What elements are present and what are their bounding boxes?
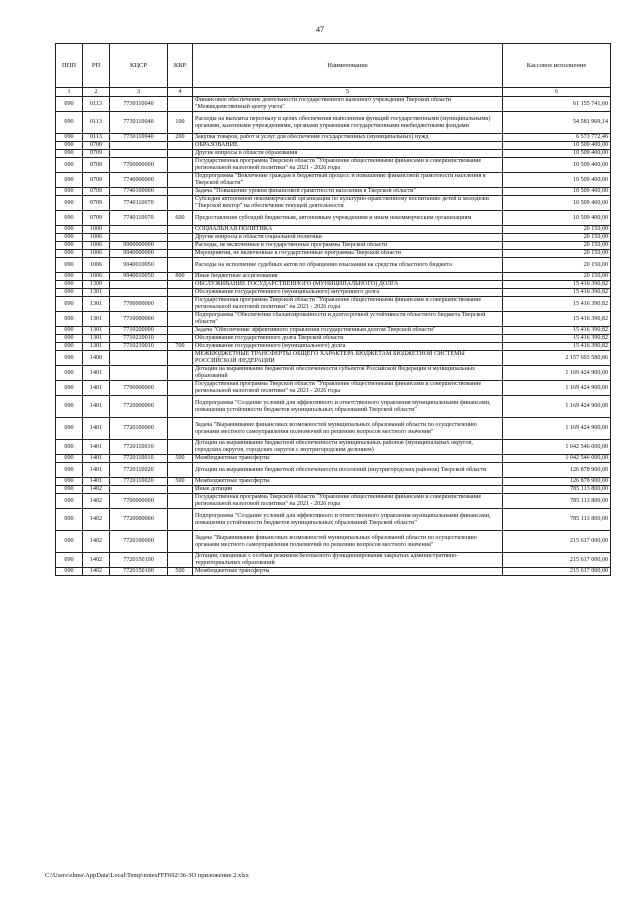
table-row (56, 134, 611, 142)
cell-ppp: 090 (56, 327, 83, 335)
cell-kvr (168, 396, 193, 418)
cell-kvr: 700 (168, 343, 193, 351)
col-number: 5 (193, 88, 503, 97)
table-row (56, 250, 611, 258)
cell-kcsr: 7700000000 (110, 494, 168, 509)
cell-rp: 1401 (83, 478, 110, 486)
cell-amount: 15 416 390,82 (503, 289, 611, 297)
cell-name: Закупка товаров, работ и услуг для обеспечения государственных (муниципальных) нужд (193, 134, 503, 142)
cell-amount: 126 878 900,00 (503, 478, 611, 486)
cell-amount: 215 617 000,00 (503, 553, 611, 568)
table-row (56, 343, 611, 351)
cell-name: Дотации на выравнивание бюджетной обеспеченности субъектов Российской Федерации и муниципальных образований (193, 366, 503, 381)
cell-name: Государственная программа Тверской области "Управление общественными финансами и совершенствование региональной налоговой политики" на 2021 - 2026 годы (193, 494, 503, 509)
cell-rp: 1401 (83, 418, 110, 440)
cell-name: Подпрограмма "Создание условий для эффективного и ответственного управления муниципальными финансами, повышения устойчивости бюджетов муниципальных образований Тверской области" (193, 509, 503, 531)
cell-kvr (168, 150, 193, 158)
col-number: 2 (83, 88, 110, 97)
cell-kvr (168, 381, 193, 396)
cell-name: Мероприятия, не включенные в государственные программы Тверской области (193, 250, 503, 258)
cell-kvr: 500 (168, 478, 193, 486)
cell-rp: 0709 (83, 196, 110, 211)
cell-kcsr: 9940010050 (110, 258, 168, 273)
cell-name: Подпрограмма "Обеспечение сбалансированности и долгосрочной устойчивости областного бюджета Тверской области" (193, 312, 503, 327)
cell-name: Межбюджетные трансферты (193, 568, 503, 576)
cell-kvr (168, 366, 193, 381)
cell-rp: 1000 (83, 226, 110, 234)
cell-rp: 1006 (83, 234, 110, 242)
cell-rp: 1006 (83, 258, 110, 273)
cell-kvr (168, 486, 193, 494)
cell-amount: 215 617 000,00 (503, 568, 611, 576)
cell-kcsr: 7730110040 (110, 97, 168, 112)
cell-ppp: 090 (56, 211, 83, 226)
cell-name: Подпрограмма "Создание условий для эффективного и ответственного управления муниципальными финансами, повышения устойчивости бюджетов муниципальных образований Тверской области" (193, 396, 503, 418)
cell-rp: 1400 (83, 351, 110, 366)
cell-rp: 1401 (83, 455, 110, 463)
cell-amount: 10 509 400,00 (503, 211, 611, 226)
cell-rp: 0709 (83, 158, 110, 173)
cell-name: ОБРАЗОВАНИЕ (193, 142, 503, 150)
cell-kcsr: 7740100000 (110, 188, 168, 196)
header-ppp: ППП (56, 44, 83, 88)
cell-kcsr: 7720000000 (110, 396, 168, 418)
cell-kvr: 100 (168, 112, 193, 134)
cell-rp: 1006 (83, 250, 110, 258)
cell-rp: 1401 (83, 366, 110, 381)
cell-amount: 785 113 800,00 (503, 486, 611, 494)
cell-name: ОБСЛУЖИВАНИЕ ГОСУДАРСТВЕННОГО (МУНИЦИПАЛЬНОГО) ДОЛГА (193, 281, 503, 289)
table-row (56, 112, 611, 134)
cell-rp: 1402 (83, 568, 110, 576)
cell-rp: 1006 (83, 242, 110, 250)
cell-amount: 20 150,00 (503, 250, 611, 258)
table-row (56, 418, 611, 440)
cell-amount: 6 573 772,46 (503, 134, 611, 142)
cell-rp: 1402 (83, 486, 110, 494)
table-row (56, 351, 611, 366)
cell-name: Подпрограмма "Вовлечение граждан в бюджетный процесс и повышение финансовой грамотности населения в Тверской области" (193, 173, 503, 188)
cell-kcsr (110, 351, 168, 366)
cell-ppp: 090 (56, 351, 83, 366)
cell-kvr (168, 234, 193, 242)
table-row (56, 494, 611, 509)
table-row (56, 258, 611, 273)
cell-ppp: 090 (56, 568, 83, 576)
cell-ppp: 090 (56, 463, 83, 478)
cell-ppp: 090 (56, 509, 83, 531)
cell-amount: 1 042 546 000,00 (503, 440, 611, 455)
cell-rp: 1401 (83, 381, 110, 396)
cell-rp: 1300 (83, 281, 110, 289)
table-row (56, 289, 611, 297)
cell-kvr (168, 173, 193, 188)
cell-ppp: 090 (56, 158, 83, 173)
table-row (56, 455, 611, 463)
cell-kcsr (110, 226, 168, 234)
cell-kvr: 600 (168, 211, 193, 226)
cell-name: Задача "Выравнивание финансовых возможностей муниципальных образований области по осуществлению органами местного самоуправления полномочий по решению вопросов местного значения" (193, 531, 503, 553)
cell-kcsr: 9940000000 (110, 250, 168, 258)
cell-rp: 1401 (83, 463, 110, 478)
table-row (56, 568, 611, 576)
cell-rp: 1301 (83, 312, 110, 327)
cell-ppp: 090 (56, 486, 83, 494)
table-row (56, 242, 611, 250)
cell-rp: 0113 (83, 112, 110, 134)
cell-name: Государственная программа Тверской области "Управление общественными финансами и совершенствование региональной налоговой политики" на 2021 - 2026 годы (193, 158, 503, 173)
cell-amount: 61 155 741,60 (503, 97, 611, 112)
cell-kcsr: 7720110010 (110, 440, 168, 455)
cell-amount: 10 509 400,00 (503, 173, 611, 188)
header-kcsr: КЦСР (110, 44, 168, 88)
cell-kvr (168, 531, 193, 553)
cell-ppp: 090 (56, 281, 83, 289)
cell-rp: 1301 (83, 297, 110, 312)
cell-amount: 10 509 400,00 (503, 188, 611, 196)
cell-kvr (168, 142, 193, 150)
cell-kvr (168, 97, 193, 112)
page-number: 47 (316, 25, 324, 34)
cell-ppp: 090 (56, 455, 83, 463)
cell-kcsr (110, 289, 168, 297)
table-row (56, 273, 611, 281)
cell-kcsr (110, 281, 168, 289)
cell-ppp: 090 (56, 335, 83, 343)
cell-kvr (168, 258, 193, 273)
cell-ppp: 090 (56, 188, 83, 196)
cell-name: МЕЖБЮДЖЕТНЫЕ ТРАНСФЕРТЫ ОБЩЕГО ХАРАКТЕРА БЮДЖЕТАМ БЮДЖЕТНОЙ СИСТЕМЫ РОССИЙСКОЙ ФЕДЕРАЦИИ (193, 351, 503, 366)
cell-rp: 1301 (83, 335, 110, 343)
table-body (56, 97, 611, 576)
cell-name: Задача "Выравнивание финансовых возможностей муниципальных образований области по осуществлению органами местного самоуправления полномочий по решению вопросов местного значения" (193, 418, 503, 440)
cell-kcsr: 7740110070 (110, 196, 168, 211)
cell-ppp: 090 (56, 250, 83, 258)
cell-kcsr: 7720110010 (110, 455, 168, 463)
cell-rp: 1401 (83, 396, 110, 418)
cell-amount: 2 157 693 580,86 (503, 351, 611, 366)
table-row (56, 553, 611, 568)
cell-name: Расходы на исполнение судебных актов по обращению взыскания на средства областного бюджета (193, 258, 503, 273)
cell-name: Дотации на выравнивание бюджетной обеспеченности муниципальных районов (муниципальных округов, городских округов, городских округов с внутригородским делением) (193, 440, 503, 455)
table-header-row (56, 44, 611, 88)
cell-name: Государственная программа Тверской области "Управление общественными финансами и совершенствование региональной налоговой политики" на 2021 - 2026 годы (193, 381, 503, 396)
cell-amount: 10 509 400,00 (503, 196, 611, 211)
cell-name: Обслуживание государственного (муниципального) внутреннего долга (193, 289, 503, 297)
cell-ppp: 090 (56, 258, 83, 273)
cell-amount: 1 169 424 900,00 (503, 366, 611, 381)
cell-kcsr: 7700000000 (110, 158, 168, 173)
cell-ppp: 090 (56, 494, 83, 509)
cell-rp: 1401 (83, 440, 110, 455)
cell-ppp: 090 (56, 418, 83, 440)
cell-kcsr (110, 234, 168, 242)
cell-kcsr: 7720000000 (110, 509, 168, 531)
cell-name: Дотация, связанные с особым режимом безопасного функционирования закрытых административно-территориальных образований (193, 553, 503, 568)
cell-kvr (168, 188, 193, 196)
cell-name: Дотации на выравнивание бюджетной обеспеченности поселений (внутригородских районов) Тверской области (193, 463, 503, 478)
table-row (56, 478, 611, 486)
cell-kvr (168, 312, 193, 327)
header-amount: Кассовое исполнение (503, 44, 611, 88)
cell-ppp: 090 (56, 366, 83, 381)
cell-rp: 0709 (83, 211, 110, 226)
table-row (56, 366, 611, 381)
table-row (56, 440, 611, 455)
cell-ppp: 090 (56, 112, 83, 134)
cell-name: Обслуживание государственного долга Тверской области (193, 335, 503, 343)
table-row (56, 211, 611, 226)
cell-amount: 20 150,00 (503, 226, 611, 234)
header-name: Наименование (193, 44, 503, 88)
table-row (56, 196, 611, 211)
table-row (56, 335, 611, 343)
cell-ppp: 090 (56, 297, 83, 312)
cell-amount: 15 416 390,82 (503, 343, 611, 351)
header-kvr: КВР (168, 44, 193, 88)
cell-ppp: 090 (56, 273, 83, 281)
cell-name: Задача "Обеспечение эффективного управления государственным долгом Тверской области" (193, 327, 503, 335)
cell-rp: 1402 (83, 509, 110, 531)
cell-ppp: 090 (56, 478, 83, 486)
cell-amount: 15 416 390,82 (503, 327, 611, 335)
cell-kcsr: 7720100000 (110, 418, 168, 440)
cell-kcsr: 7710200000 (110, 327, 168, 335)
cell-kcsr: 7720150100 (110, 553, 168, 568)
table-row (56, 173, 611, 188)
cell-kvr (168, 196, 193, 211)
cell-rp: 0709 (83, 173, 110, 188)
cell-kcsr: 7730110040 (110, 112, 168, 134)
cell-kvr (168, 297, 193, 312)
cell-ppp: 090 (56, 234, 83, 242)
column-number-row (56, 88, 611, 97)
cell-kvr (168, 281, 193, 289)
cell-name: Государственная программа Тверской области "Управление общественными финансами и совершенствование региональной налоговой политики" на 2021 - 2026 годы (193, 297, 503, 312)
table-row (56, 234, 611, 242)
cell-name: Расходы, не включенные в государственные программы Тверской области (193, 242, 503, 250)
table-row (56, 531, 611, 553)
cell-kvr (168, 250, 193, 258)
cell-ppp: 090 (56, 381, 83, 396)
cell-ppp: 090 (56, 531, 83, 553)
cell-amount: 15 416 390,82 (503, 297, 611, 312)
cell-rp: 1402 (83, 531, 110, 553)
cell-ppp: 090 (56, 150, 83, 158)
table-row (56, 226, 611, 234)
cell-amount: 15 416 390,82 (503, 312, 611, 327)
cell-name: Задача "Повышение уровня финансовой грамотности населения в Тверской области" (193, 188, 503, 196)
cell-amount: 126 878 900,00 (503, 463, 611, 478)
budget-execution-table (55, 43, 611, 576)
table-row (56, 509, 611, 531)
cell-ppp: 090 (56, 242, 83, 250)
cell-kvr (168, 242, 193, 250)
cell-kcsr: 7710210010 (110, 335, 168, 343)
cell-amount: 1 169 424 900,00 (503, 381, 611, 396)
cell-kvr: 500 (168, 455, 193, 463)
table-row (56, 158, 611, 173)
cell-amount: 1 169 424 900,00 (503, 418, 611, 440)
cell-kvr (168, 463, 193, 478)
cell-amount: 785 113 800,00 (503, 494, 611, 509)
table-row (56, 97, 611, 112)
cell-name: Другие вопросы в области социальной политики (193, 234, 503, 242)
cell-ppp: 090 (56, 343, 83, 351)
header-rp: РП (83, 44, 110, 88)
cell-amount: 1 042 546 000,00 (503, 455, 611, 463)
cell-kvr (168, 327, 193, 335)
cell-kcsr: 7740000000 (110, 173, 168, 188)
cell-amount: 20 150,00 (503, 242, 611, 250)
cell-name: Финансовое обеспечение деятельности государственного казенного учреждения Тверской области "Межведомственный центр учета" (193, 97, 503, 112)
cell-kcsr (110, 366, 168, 381)
cell-ppp: 090 (56, 553, 83, 568)
cell-amount: 54 581 969,14 (503, 112, 611, 134)
cell-kvr: 200 (168, 134, 193, 142)
cell-kvr (168, 335, 193, 343)
cell-name: Обслуживание государственного (муниципального) долга (193, 343, 503, 351)
cell-kcsr: 7720110020 (110, 478, 168, 486)
cell-amount: 10 509 400,00 (503, 150, 611, 158)
cell-amount: 15 416 390,82 (503, 281, 611, 289)
table-row (56, 188, 611, 196)
cell-rp: 0709 (83, 188, 110, 196)
cell-kcsr (110, 142, 168, 150)
cell-kvr: 500 (168, 568, 193, 576)
cell-rp: 1301 (83, 343, 110, 351)
cell-name: Межбюджетные трансферты (193, 478, 503, 486)
cell-kcsr: 7730110040 (110, 134, 168, 142)
cell-ppp: 090 (56, 289, 83, 297)
col-number: 1 (56, 88, 83, 97)
cell-kvr (168, 289, 193, 297)
cell-name: Расходы на выплаты персоналу в целях обеспечения выполнения функций государственными (муниципальными) органами, казенными учреждениями, органами управления государственными внебюджетными фондами (193, 112, 503, 134)
cell-rp: 0113 (83, 134, 110, 142)
cell-kvr (168, 553, 193, 568)
cell-rp: 1402 (83, 494, 110, 509)
table-row (56, 486, 611, 494)
cell-amount: 10 509 400,00 (503, 142, 611, 150)
cell-name: Иные дотации (193, 486, 503, 494)
cell-amount: 215 617 000,00 (503, 531, 611, 553)
cell-ppp: 090 (56, 134, 83, 142)
cell-amount: 20 150,00 (503, 234, 611, 242)
table-row (56, 297, 611, 312)
cell-kcsr: 7700000000 (110, 381, 168, 396)
cell-kcsr: 7720150100 (110, 568, 168, 576)
cell-ppp: 090 (56, 142, 83, 150)
cell-kcsr: 9900000000 (110, 242, 168, 250)
cell-amount: 20 150,00 (503, 273, 611, 281)
cell-kvr (168, 509, 193, 531)
cell-kcsr: 7720110020 (110, 463, 168, 478)
cell-amount: 15 416 390,82 (503, 335, 611, 343)
cell-ppp: 090 (56, 97, 83, 112)
cell-kvr: 800 (168, 273, 193, 281)
file-path-footer: C:\Users\zhms\AppData\Local\Temp\notesFFF692\36-ЗО приложение 2.xlsx (45, 872, 249, 879)
cell-name: Субсидия автономной некоммерческой организации по культурно-нравственному воспитанию детей и молодежи "Тверской вектор" на обеспечение текущей деятельности (193, 196, 503, 211)
cell-rp: 0700 (83, 142, 110, 150)
cell-rp: 1301 (83, 327, 110, 335)
col-number: 6 (503, 88, 611, 97)
cell-ppp: 090 (56, 226, 83, 234)
cell-kcsr (110, 486, 168, 494)
cell-ppp: 090 (56, 196, 83, 211)
cell-kcsr: 9940010050 (110, 273, 168, 281)
cell-name: Межбюджетные трансферты (193, 455, 503, 463)
cell-kcsr: 7740110070 (110, 211, 168, 226)
table-row (56, 150, 611, 158)
cell-ppp: 090 (56, 440, 83, 455)
cell-name: СОЦИАЛЬНАЯ ПОЛИТИКА (193, 226, 503, 234)
cell-amount: 10 509 400,00 (503, 158, 611, 173)
table-row (56, 327, 611, 335)
cell-kvr (168, 158, 193, 173)
cell-amount: 785 113 800,00 (503, 509, 611, 531)
table-row (56, 396, 611, 418)
cell-ppp: 090 (56, 312, 83, 327)
table-row (56, 142, 611, 150)
cell-amount: 20 150,00 (503, 258, 611, 273)
cell-rp: 1402 (83, 553, 110, 568)
cell-rp: 1006 (83, 273, 110, 281)
table-row (56, 463, 611, 478)
cell-amount: 1 169 424 900,00 (503, 396, 611, 418)
cell-kcsr: 7710000000 (110, 312, 168, 327)
col-number: 3 (110, 88, 168, 97)
cell-ppp: 090 (56, 396, 83, 418)
cell-name: Другие вопросы в области образования (193, 150, 503, 158)
cell-kcsr: 7700000000 (110, 297, 168, 312)
cell-kcsr: 7710210010 (110, 343, 168, 351)
table-row (56, 381, 611, 396)
cell-rp: 1301 (83, 289, 110, 297)
cell-ppp: 090 (56, 173, 83, 188)
cell-kvr (168, 440, 193, 455)
cell-kcsr: 7720100000 (110, 531, 168, 553)
cell-rp: 0709 (83, 150, 110, 158)
cell-name: Предоставление субсидий бюджетным, автономным учреждениям и иным некоммерческим организациям (193, 211, 503, 226)
cell-kvr (168, 351, 193, 366)
cell-kvr (168, 418, 193, 440)
col-number: 4 (168, 88, 193, 97)
cell-kvr (168, 494, 193, 509)
cell-kvr (168, 226, 193, 234)
cell-name: Иные бюджетные ассигнования (193, 273, 503, 281)
table-row (56, 281, 611, 289)
cell-kcsr (110, 150, 168, 158)
table-row (56, 312, 611, 327)
cell-rp: 0113 (83, 97, 110, 112)
